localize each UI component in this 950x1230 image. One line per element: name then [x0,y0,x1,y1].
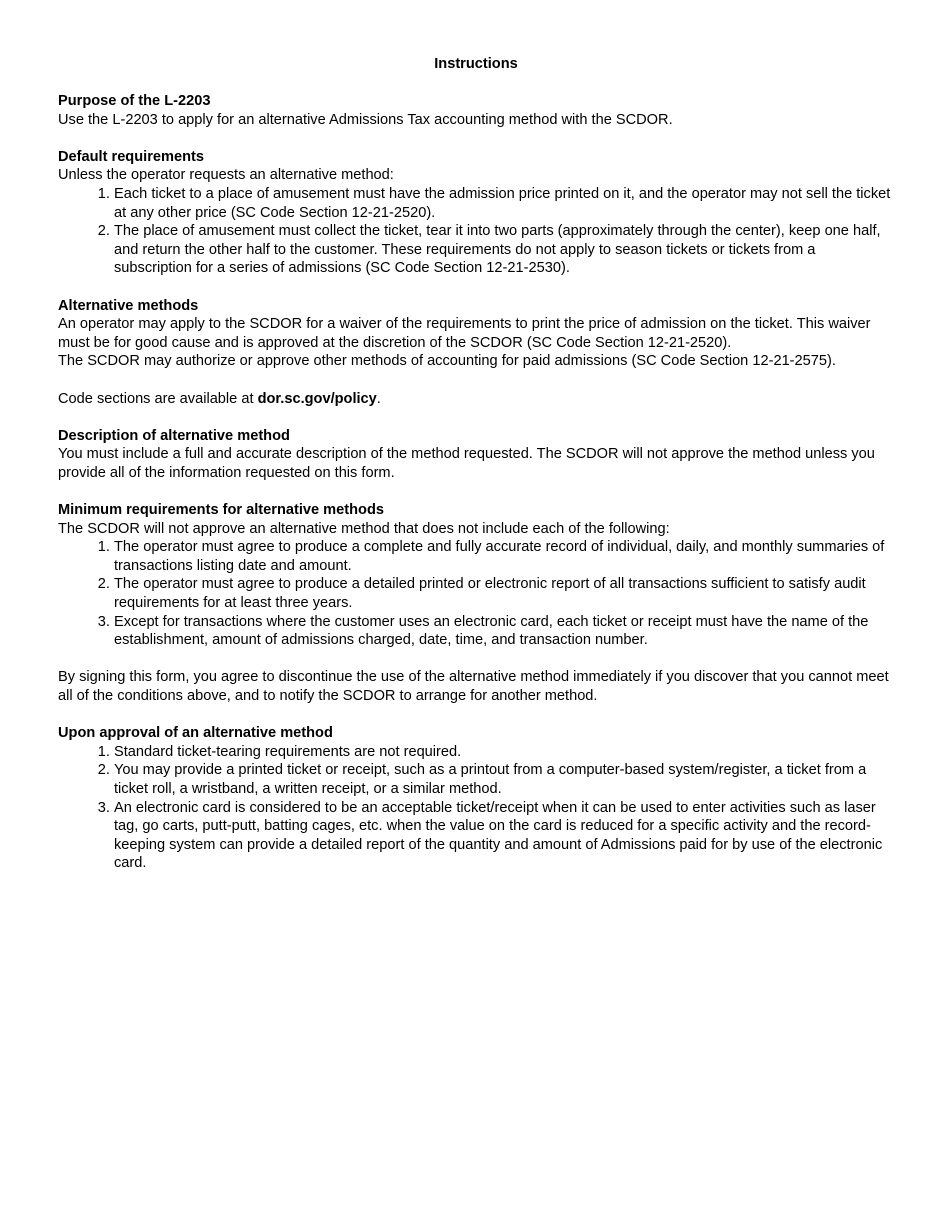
minimum-requirements-section [58,501,894,650]
alternative-methods-text-1: An operator may apply to the SCDOR for a waiver of the requirements to print the price of admission on the ticket. This waiver must be for good cause and is approved at the discretion of the SCDOR (SC Code Section 12-21-2520). [58,316,871,351]
alternative-methods-text-2: The SCDOR may authorize or approve other methods of accounting for paid admissions (SC Code Section 12-21-2575). [58,353,836,370]
list-item: 2. You may provide a printed ticket or receipt, such as a printout from a computer-based system/register, a ticket from a ticket roll, a wristband, a written receipt, or a similar method. [114,761,894,798]
default-requirements-intro: Unless the operator requests an alternative method: [58,167,394,184]
page-title: Instructions [434,56,518,72]
minimum-requirements-intro: The SCDOR will not approve an alternative method that does not include each of the following: [58,520,670,537]
list-item: 2. The operator must agree to produce a detailed printed or electronic report of all transactions sufficient to satisfy audit requirements for at least three years. [114,575,894,612]
alternative-methods-section [58,297,894,371]
code-sections-suffix: . [376,390,381,407]
minimum-requirements-heading: Minimum requirements for alternative methods [58,502,384,519]
policy-link[interactable]: dor.sc.gov/policy [257,390,377,407]
default-requirements-section [58,148,894,278]
list-item: 3. Except for transactions where the customer uses an electronic card, each ticket or receipt must have the name of the establishment, amount of admissions charged, date, time, and transaction number. [114,613,894,650]
default-requirements-list [58,185,894,278]
purpose-heading: Purpose of the L-2203 [58,93,211,109]
purpose-section [58,92,894,129]
approval-section [58,724,894,873]
approval-heading: Upon approval of an alternative method [58,725,333,742]
description-heading: Description of alternative method [58,427,290,444]
list-item: 2. The place of amusement must collect the ticket, tear it into two parts (approximately through the center), keep one half, and return the other half to the customer. These requirements do not apply to season tickets or tickets from a subscription for a series of admissions (SC Code Section 12-21-2530). [114,222,894,278]
code-sections-text [58,390,894,409]
description-text: You must include a full and accurate description of the method requested. The SCDOR will not approve the method unless you provide all of the information requested on this form. [58,446,875,481]
approval-list [58,743,894,873]
list-item: 1. The operator must agree to produce a complete and fully accurate record of individual, daily, and monthly summaries of transactions listing date and amount. [114,538,894,575]
code-sections-prefix: Code sections are available at [58,390,258,407]
list-item: 1. Each ticket to a place of amusement must have the admission price printed on it, and the operator may not sell the ticket at any other price (SC Code Section 12-21-2520). [114,185,894,222]
instructions-page [58,55,894,892]
signing-section [58,668,894,705]
alternative-methods-heading: Alternative methods [58,297,199,314]
description-section [58,427,894,483]
default-requirements-heading: Default requirements [58,148,204,165]
list-item: 3. An electronic card is considered to be an acceptable ticket/receipt when it can be used to enter activities such as laser tag, go carts, putt-putt, batting cages, etc. when the value on the card is reduced for a specific activity and the record-keeping system can provide a detailed report of the quantity and amount of Admissions paid for by use of the electronic card. [114,799,894,873]
code-sections-note [58,390,894,409]
list-item: 1. Standard ticket-tearing requirements are not required. [114,743,894,762]
signing-text: By signing this form, you agree to discontinue the use of the alternative method immediately if you discover that you cannot meet all of the conditions above, and to notify the SCDOR to arrange for another method. [58,669,889,704]
purpose-text: Use the L-2203 to apply for an alternative Admissions Tax accounting method with the SCDOR. [58,111,673,128]
minimum-requirements-list [58,538,894,650]
